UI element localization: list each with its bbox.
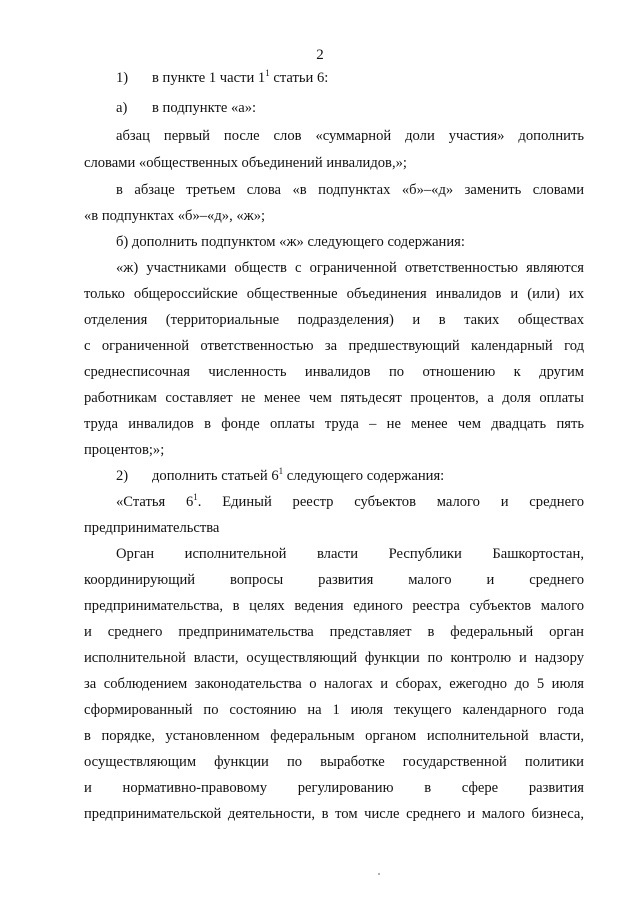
item-1-sup: 1: [265, 68, 270, 79]
paragraph-line: абзац первый после слов «суммарной доли участия» дополнить: [116, 128, 584, 144]
article-heading: [116, 492, 584, 512]
paragraph-line: координирующий вопросы развития малого и среднего: [84, 572, 584, 588]
item-a-label: а): [116, 100, 128, 116]
paragraph-line: отделения (территориальные подразделения) и в таких обществах: [84, 312, 584, 328]
paragraph-line: процентов;»;: [84, 442, 165, 458]
scan-speck: [378, 873, 380, 875]
page-number: 2: [316, 47, 324, 63]
paragraph-line: в порядке, установленном федеральным органом исполнительной власти,: [84, 728, 584, 744]
article-sup: 1: [193, 492, 198, 503]
item-1-text-after: статьи 6:: [269, 70, 329, 86]
paragraph-line: «ж) участниками обществ с ограниченной ответственностью являются: [116, 260, 584, 276]
paragraph-line: только общероссийские общественные объединения инвалидов и (или) их: [84, 286, 584, 302]
item-a: [116, 98, 584, 118]
paragraph-line: словами «общественных объединений инвалидов,»;: [84, 155, 407, 171]
item-a-text: в подпункте «а»:: [152, 100, 257, 116]
paragraph-line: и среднего предпринимательства представляет в федеральный орган: [84, 624, 584, 640]
paragraph-line: Орган исполнительной власти Республики Башкортостан,: [116, 546, 584, 562]
paragraph-line: предпринимательства: [84, 520, 220, 536]
item-2: [116, 466, 584, 486]
paragraph-line: с ограниченной ответственностью за предшествующий календарный год: [84, 338, 584, 354]
paragraph-line: среднесписочная численность инвалидов по отношению к другим: [84, 364, 584, 380]
article-prefix: «Статья 6: [116, 494, 194, 510]
paragraph-line: за соблюдением законодательства о налогах и сборах, ежегодно до 5 июля: [84, 676, 584, 692]
item-1-text: в пункте 1 части 1: [152, 70, 266, 86]
paragraph-line: сформированный по состоянию на 1 июля текущего календарного года: [84, 702, 584, 718]
paragraph-line: б) дополнить подпунктом «ж» следующего содержания:: [116, 234, 465, 250]
paragraph-line: «в подпунктах «б»–«д», «ж»;: [84, 208, 266, 224]
paragraph-line: и нормативно-правовому регулированию в сфере развития: [84, 780, 584, 796]
item-2-sup: 1: [278, 466, 284, 477]
paragraph-line: предпринимательской деятельности, в том числе среднего и малого бизнеса,: [84, 806, 584, 822]
paragraph-line: работникам составляет не менее чем пятьдесят процентов, а доля оплаты: [84, 390, 584, 406]
article-title: . Единый реестр субъектов малого и среднего: [197, 494, 584, 510]
item-2-text: дополнить статьей 6: [152, 468, 279, 484]
item-2-label: 2): [116, 468, 129, 484]
paragraph-line: труда инвалидов в фонде оплаты труда – не менее чем двадцать пять: [84, 416, 584, 432]
item-1: [116, 68, 584, 88]
paragraph-line: в абзаце третьем слова «в подпунктах «б»–«д» заменить словами: [116, 182, 584, 198]
item-1-label: 1): [116, 70, 129, 86]
item-2-text-after: следующего содержания:: [283, 468, 445, 484]
paragraph-line: исполнительной власти, осуществляющий функции по контролю и надзору: [84, 650, 584, 666]
paragraph-line: осуществляющим функции по выработке государственной политики: [84, 754, 584, 770]
paragraph-line: предпринимательства, в целях ведения единого реестра субъектов малого: [84, 598, 584, 614]
